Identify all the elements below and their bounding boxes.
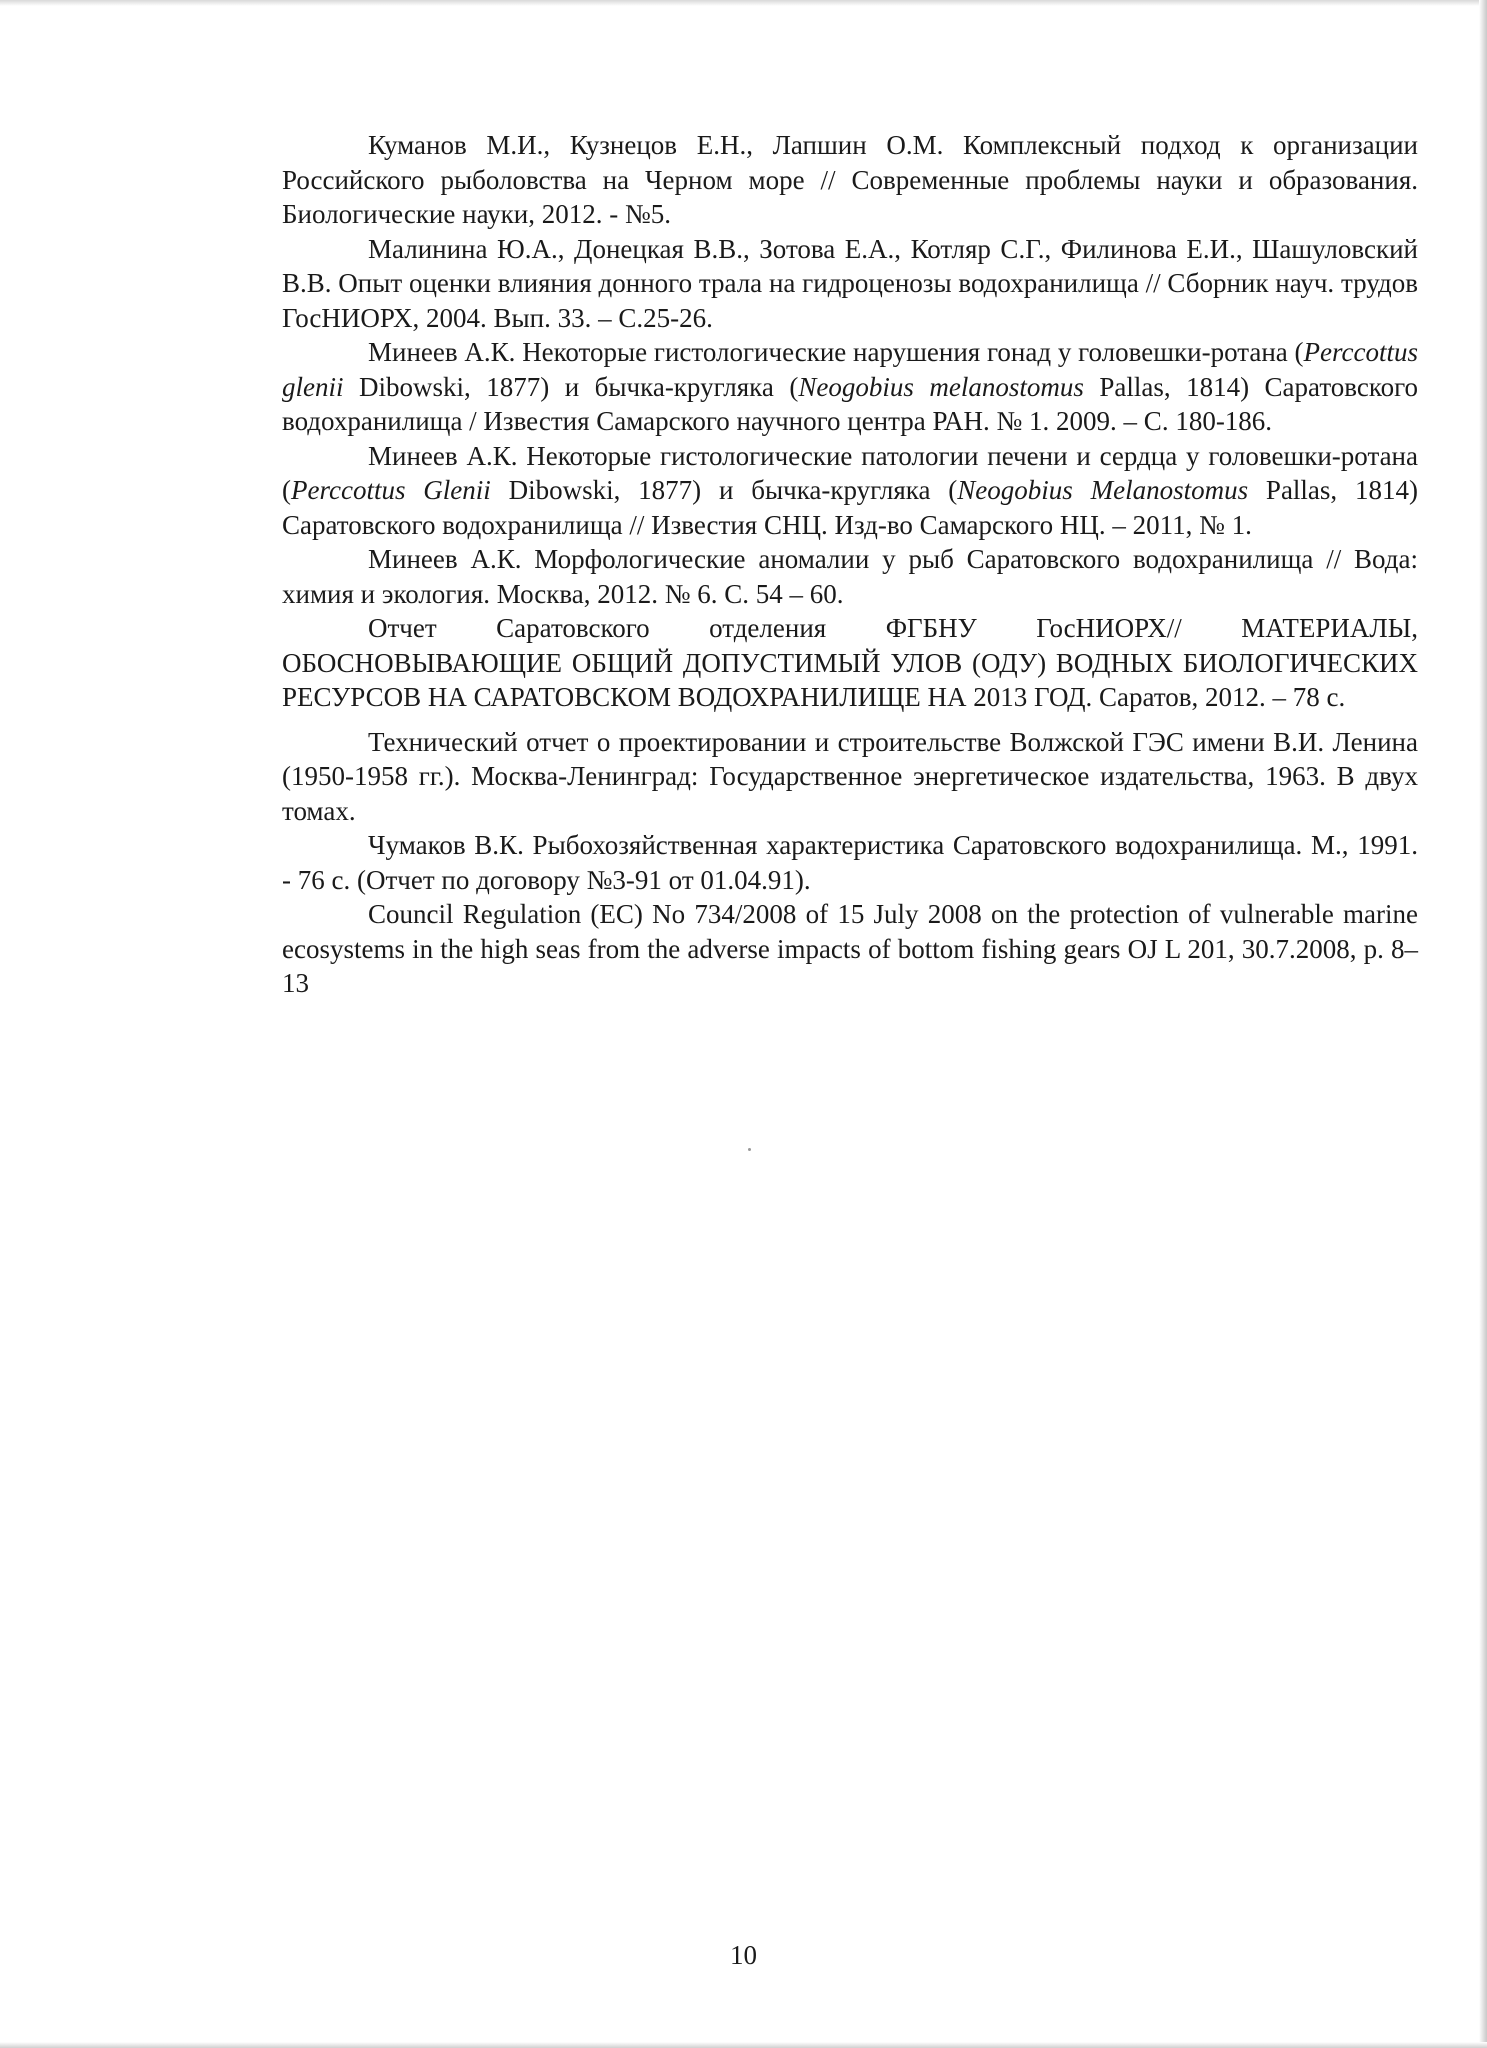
- species-name-italic: Neogobius melanostomus: [798, 371, 1084, 402]
- reference-item: [282, 897, 1418, 1001]
- reference-text: Pallas, 1814) Саратовского водохранилища / Известия Самарского научного центра РАН. № 1. 2009. – С. 180-186.: [282, 371, 1418, 436]
- reference-text: Чумаков В.К. Рыбохозяйственная характеристика Саратовского водохранилища. М., 1991. - 76 с. (Отчет по договору №3-91 от 01.04.91).: [282, 830, 1418, 895]
- page-edge-right: [1479, 0, 1487, 2048]
- reference-text: Dibowski, 1877) и бычка-кругляка (: [490, 475, 958, 505]
- reference-list: [282, 128, 1418, 1001]
- reference-text: Минеев А.К. Некоторые гистологические нарушения гонад у головешки-ротана (: [368, 337, 1304, 367]
- scan-speck: [748, 1148, 751, 1151]
- reference-text: Dibowski, 1877) и бычка-кругляка (: [343, 371, 799, 402]
- reference-item: [282, 542, 1418, 611]
- reference-text: Технический отчет о проектировании и строительстве Волжской ГЭС имени В.И. Ленина (1950-1958 гг.). Москва-Ленинград: Государственное энергетическое издательства, 1963. В двух томах.: [282, 726, 1418, 826]
- species-name-italic: Perccottus glenii: [282, 337, 1418, 402]
- reference-text: Малинина Ю.А., Донецкая В.В., Зотова Е.А., Котляр С.Г., Филинова Е.И., Шашуловский В.В. Опыт оценки влияния донного трала на гидроценозы водохранилища // Сборник науч. трудов ГосНИОРХ, 2004. Вып. 33. – С.25-26.: [282, 233, 1418, 333]
- reference-item: [282, 439, 1418, 543]
- reference-item: [282, 725, 1418, 829]
- reference-item: [282, 232, 1418, 336]
- species-name-italic: Perccottus Glenii: [291, 475, 491, 505]
- reference-text: Минеев А.К. Морфологические аномалии у рыб Саратовского водохранилища // Вода: химия и экология. Москва, 2012. № 6. С. 54 – 60.: [282, 544, 1418, 609]
- reference-item: [282, 335, 1418, 439]
- reference-text: Куманов М.И., Кузнецов Е.Н., Лапшин О.М. Комплексный подход к организации Российского рыболовства на Черном море // Современные проблемы науки и образования. Биологические науки, 2012. - №5.: [282, 130, 1418, 229]
- page-number: 10: [730, 1940, 757, 1970]
- reference-text: Минеев А.К. Некоторые гистологические патологии печени и сердца у головешки-ротана (: [282, 440, 1418, 505]
- reference-text: Pallas, 1814) Саратовского водохранилища // Известия СНЦ. Изд-во Самарского НЦ. – 2011, № 1.: [282, 475, 1418, 540]
- page-edge-top: [0, 0, 1487, 6]
- species-name-italic: Neogobius Melanostomus: [957, 475, 1249, 505]
- page-edge-bottom: [0, 2042, 1487, 2048]
- reference-text: Council Regulation (EC) No 734/2008 of 15 July 2008 on the protection of vulnerable marine ecosystems in the high seas from the adverse impacts of bottom fishing gears OJ L 201, 30.7.2008, p. 8–13: [282, 899, 1418, 998]
- reference-item: [282, 828, 1418, 897]
- reference-item: [282, 128, 1418, 232]
- reference-item: [282, 611, 1418, 715]
- reference-text: Отчет Саратовского отделения ФГБНУ ГосНИОРХ// МАТЕРИАЛЫ, ОБОСНОВЫВАЮЩИЕ ОБЩИЙ ДОПУСТИМЫЙ УЛОВ (ОДУ) ВОДНЫХ БИОЛОГИЧЕСКИХ РЕСУРСОВ НА САРАТОВСКОМ ВОДОХРАНИЛИЩЕ НА 2013 ГОД. Саратов, 2012. – 78 с.: [282, 613, 1418, 712]
